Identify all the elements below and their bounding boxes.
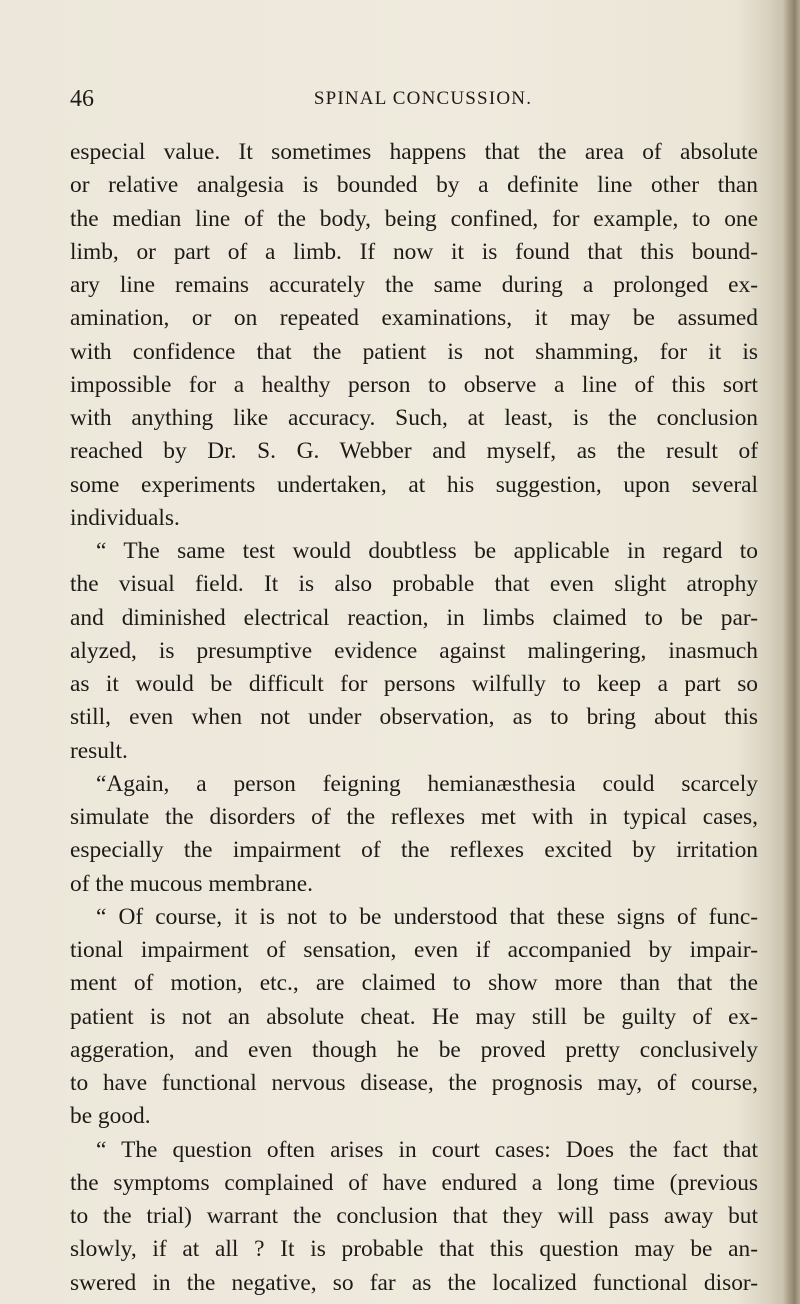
text-line: be good. (70, 1103, 151, 1130)
body-text (70, 136, 758, 1300)
text-line: result. (70, 737, 128, 764)
text-line: individuals. (70, 504, 180, 531)
text-line: aggeration, and even though he be proved pretty conclusively (70, 1036, 758, 1063)
text-line: slowly, if at all ? It is probable that this question may be an- (70, 1236, 758, 1263)
text-line: tional impairment of sensation, even if accompanied by impair- (70, 937, 758, 963)
text-line: alyzed, is presumptive evidence against malingering, inasmuch (70, 637, 758, 664)
text-line: limb, or part of a limb. If now it is found that this bound- (70, 238, 758, 265)
text-line: as it would be difficult for persons wilfully to keep a part so (70, 671, 758, 697)
text-line: still, even when not under observation, as to bring about this (70, 704, 758, 731)
text-line: impossible for a healthy person to observe a line of this sort (70, 371, 758, 398)
text-line: “Again, a person feigning hemianæsthesia could scarcely (96, 770, 758, 797)
text-line: to the trial) warrant the conclusion that they will pass away but (70, 1203, 758, 1229)
page-edge (782, 0, 800, 1304)
text-line: “ The same test would doubtless be applicable in regard to (96, 538, 758, 564)
text-line: simulate the disorders of the reflexes met with in typical cases, (70, 804, 758, 830)
text-line: with anything like accuracy. Such, at least, is the conclusion (70, 405, 758, 431)
text-line: with confidence that the patient is not shamming, for it is (70, 338, 758, 365)
text-line: the visual field. It is also probable that even slight atrophy (70, 571, 758, 598)
running-head: SPINAL CONCUSSION. (313, 88, 533, 109)
text-line: ary line remains accurately the same during a prolonged ex- (70, 272, 758, 298)
text-line: swered in the negative, so far as the localized functional disor- (70, 1269, 758, 1296)
text-line: the symptoms complained of have endured a long time (previous (70, 1169, 758, 1196)
text-line: to have functional nervous disease, the prognosis may, of course, (70, 1070, 758, 1096)
text-line: ment of motion, etc., are claimed to show more than that the (70, 970, 758, 997)
text-line: the median line of the body, being confined, for example, to one (70, 205, 758, 232)
text-line: “ The question often arises in court cases: Does the fact that (96, 1136, 758, 1163)
text-line: amination, or on repeated examinations, it may be assumed (70, 305, 758, 332)
text-line: especial value. It sometimes happens that the area of absolute (70, 139, 758, 165)
text-line: especially the impairment of the reflexes excited by irritation (70, 837, 758, 864)
text-line: and diminished electrical reaction, in limbs claimed to be par- (70, 604, 758, 631)
text-line: some experiments undertaken, at his suggestion, upon several (70, 471, 758, 498)
text-line: reached by Dr. S. G. Webber and myself, as the result of (70, 438, 758, 465)
text-line: or relative analgesia is bounded by a definite line other than (70, 172, 758, 199)
text-line: “ Of course, it is not to be understood that these signs of func- (96, 903, 758, 930)
text-line: patient is not an absolute cheat. He may still be guilty of ex- (70, 1003, 758, 1030)
text-line: of the mucous membrane. (70, 870, 313, 897)
page-header (70, 84, 758, 114)
page-number: 46 (70, 86, 94, 112)
